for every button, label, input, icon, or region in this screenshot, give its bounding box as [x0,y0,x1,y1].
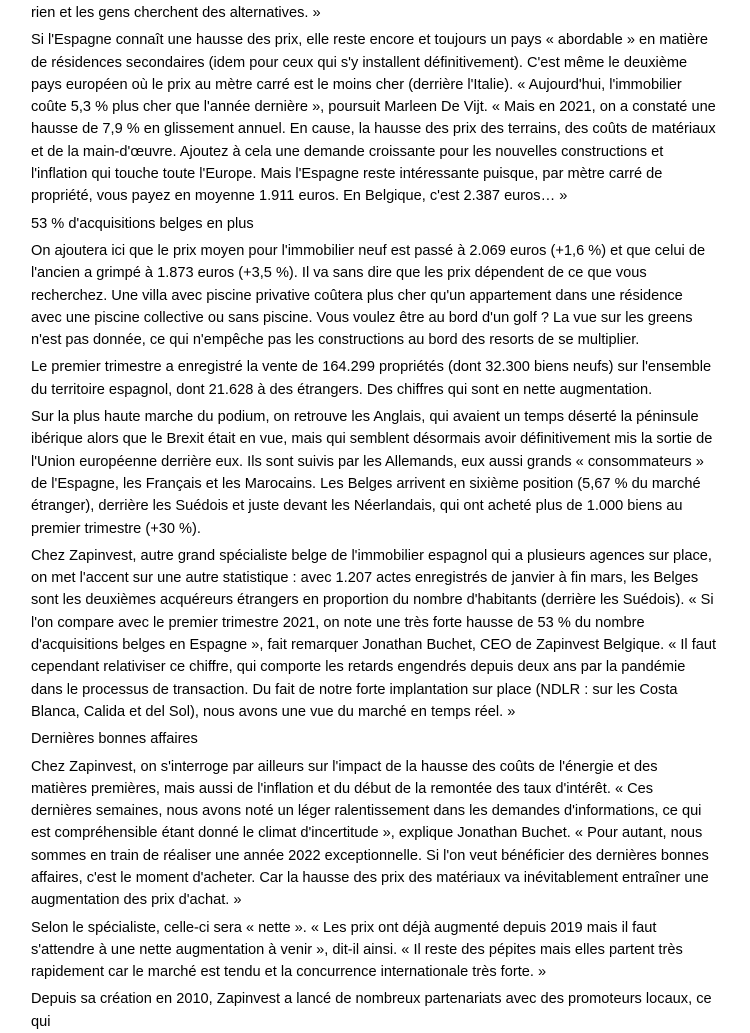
article-paragraph: Chez Zapinvest, autre grand spécialiste belge de l'immobilier espagnol qui a plusieurs agences sur place, on met l'accent sur une autre statistique : avec 1.207 actes enregistrés de janvier à fin mars, les Belges sont les deuxièmes acquéreurs étrangers en proportion du nombre d'habitants (derrière les Suédois). « Si l'on compare avec le premier trimestre 2021, on note une très forte hausse de 53 % du nombre d'acquisitions belges en Espagne », fait remarquer Jonathan Buchet, CEO de Zapinvest Belgique. « Il faut cependant relativiser ce chiffre, qui comporte les retards engendrés depuis deux ans par la pandémie dans le processus de transaction. Du fait de notre forte implantation sur place (NDLR : sur les Costa Blanca, Calida et del Sol), nous avons une vue du marché en temps réel. » [31,547,717,720]
article-paragraph: Chez Zapinvest, on s'interroge par ailleurs sur l'impact de la hausse des coûts de l'énergie et des matières premières, mais aussi de l'inflation et du début de la remontée des taux d'intérêt. « Ces dernières semaines, nous avons noté un léger ralentissement dans les demandes d'informations, ce qui est compréhensible étant donné le climat d'incertitude », explique Jonathan Buchet. « Pour autant, nous sommes en train de réaliser une année 2022 exceptionnelle. Si l'on veut bénéficier des dernières bonnes affaires, c'est le moment d'acheter. Car la hausse des prix des matériaux va inévitablement entraîner une augmentation des prix d'achat. » [31,758,709,909]
article-paragraph: Sur la plus haute marche du podium, on retrouve les Anglais, qui avaient un temps déserté la péninsule ibérique alors que le Brexit était en vue, mais qui semblent désormais avoir définitivement mis la sortie de l'Union européenne derrière eux. Ils sont suivis par les Allemands, eux aussi grands « consommateurs » de l'Espagne, les Français et les Marocains. Les Belges arrivent en sixième position (5,67 % du marché étranger), derrière les Suédois et juste devant les Néerlandais, qui ont acheté plus de 1.000 biens au premier trimestre (+30 %). [31,409,713,537]
article-paragraph: On ajoutera ici que le prix moyen pour l'immobilier neuf est passé à 2.069 euros (+1,6 %) et que celui de l'ancien a grimpé à 1.873 euros (+3,5 %). Il va sans dire que les prix dépendent de ce que vous recherchez. Une villa avec piscine privative coûtera plus cher qu'un appartement dans une résidence avec une piscine collective ou sans piscine. Vous voulez être au bord d'un golf ? La vue sur les greens n'est pas donnée, ce qui n'empêche pas les constructions au bord des resorts de se multiplier. [31,242,706,349]
article-paragraph: Selon le spécialiste, celle-ci sera « nette ». « Les prix ont déjà augmenté depuis 2019 mais il faut s'attendre à une nette augmentation à venir », dit-il ainsi. « Il reste des pépites mais elles partent très rapidement car le marché est tendu et la concurrence internationale très forte. » [31,919,683,981]
article-paragraph: Si l'Espagne connaît une hausse des prix, elle reste encore et toujours un pays « abordable » en matière de résidences secondaires (idem pour ceux qui s'y installent définitivement). C'est même le deuxième pays européen où le prix au mètre carré est le moins cher (derrière l'Italie). « Aujourd'hui, l'immobilier coûte 5,3 % plus cher que l'année dernière », poursuit Marleen De Vijt. « Mais en 2021, on a constaté une hausse de 7,9 % en glissement annuel. En cause, la hausse des prix des terrains, des coûts de matériaux et de la main-d'œuvre. Ajoutez à cela une demande croissante pour les nouvelles constructions et l'inflation qui touche toute l'Europe. Mais l'Espagne reste intéressante puisque, par mètre carré de propriété, vous payez en moyenne 1.911 euros. En Belgique, c'est 2.387 euros… » [31,32,716,205]
article-paragraph-cutoff: Depuis sa création en 2010, Zapinvest a lancé de nombreux partenariats avec des promoteurs locaux, ce qui [31,991,712,1030]
article-paragraph: Le premier trimestre a enregistré la vente de 164.299 propriétés (dont 32.300 biens neufs) sur l'ensemble du territoire espagnol, dont 21.628 à des étrangers. Des chiffres qui sont en nette augmentation. [31,359,712,398]
section-heading-bonnes-affaires: Dernières bonnes affaires [31,731,198,748]
section-heading-acquisitions: 53 % d'acquisitions belges en plus [31,215,254,232]
paragraph-continuation: rien et les gens cherchent des alternatives. » [31,5,321,21]
